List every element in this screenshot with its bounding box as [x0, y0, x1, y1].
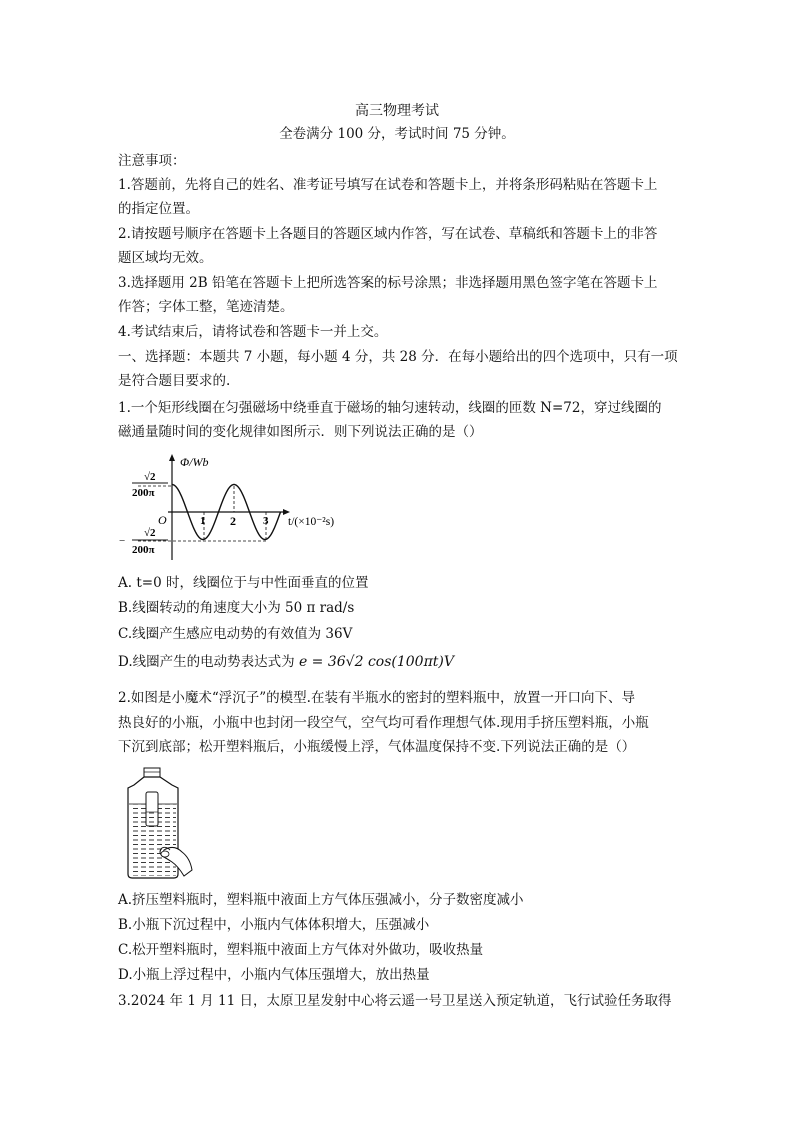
x-axis-arrow — [283, 509, 290, 515]
notice-line: 题区域均无效。 — [118, 250, 213, 266]
notice-line: 3.选择题用 2B 铅笔在答题卡上把所选答案的标号涂黑；非选择题用黑色签字笔在答题卡上 — [118, 275, 658, 291]
bottle-cap — [144, 768, 160, 777]
q1-option-d-prefix: D.线圈产生的电动势表达式为 — [118, 654, 299, 670]
notice-line: 4.考试结束后，请将试卷和答题卡一并上交。 — [118, 324, 388, 340]
q2-stem: 热良好的小瓶，小瓶中也封闭一段空气，空气均可看作理想气体.现用手挤压塑料瓶，小瓶 — [118, 715, 649, 731]
min-label-den: 200π — [132, 544, 155, 556]
flux-time-graph — [118, 452, 368, 562]
notice-line: 作答；字体工整，笔迹清楚。 — [118, 299, 294, 315]
y-axis-label: Φ/Wb — [180, 455, 209, 469]
notice-line: 1.答题前，先将自己的姓名、准考证号填写在试卷和答题卡上，并将条形码粘贴在答题卡上 — [118, 177, 658, 193]
q1-option-a: A. t=0 时，线圈位于与中性面垂直的位置 — [118, 575, 369, 591]
q2-option-d: D.小瓶上浮过程中，小瓶内气体压强增大，放出热量 — [118, 967, 430, 983]
origin-label: O — [158, 513, 167, 527]
max-label-num: √2 — [144, 471, 156, 483]
notice-line: 的指定位置。 — [118, 201, 199, 217]
q3-stem: 3.2024 年 1 月 11 日，太原卫星发射中心将云遥一号卫星送入预定轨道，飞行试验任务取得 — [118, 993, 672, 1009]
exam-title: 高三物理考试 — [355, 103, 439, 119]
q2-option-c: C.松开塑料瓶时，塑料瓶中液面上方气体对外做功，吸收热量 — [118, 942, 484, 958]
section-heading-cont: 是符合题目要求的. — [118, 373, 231, 389]
min-label-sign: − — [119, 535, 126, 547]
y-axis-arrow — [169, 454, 175, 461]
q2-stem: 2.如图是小魔术“浮沉子”的模型.在装有半瓶水的密封的塑料瓶中，放置一开口向下、导 — [118, 690, 635, 706]
q1-stem: 磁通量随时间的变化规律如图所示．则下列说法正确的是（） — [118, 424, 483, 440]
exam-subtitle: 全卷满分 100 分，考试时间 75 分钟。 — [279, 126, 515, 142]
notice-heading: 注意事项： — [118, 153, 186, 169]
tick-label-3: 3 — [263, 515, 269, 527]
q1-option-b: B.线圈转动的角速度大小为 50 π rad/s — [118, 600, 355, 616]
q1-stem: 1.一个矩形线圈在匀强磁场中绕垂直于磁场的轴匀速转动，线圈的匝数 N=72，穿过线圈的 — [118, 400, 662, 416]
min-label-num: √2 — [144, 527, 156, 539]
q2-option-b: B.小瓶下沉过程中，小瓶内气体体积增大，压强减小 — [118, 917, 430, 933]
section-heading: 一、选择题：本题共 7 小题，每小题 4 分，共 28 分．在每小题给出的四个选项中，只有一项 — [118, 349, 678, 365]
tick-label-1: 1 — [200, 515, 206, 527]
q1-option-c: C.线圈产生感应电动势的有效值为 36V — [118, 626, 353, 642]
max-label-den: 200π — [132, 487, 155, 499]
q1-option-d-formula: e = 36√2 cos(100πt)V — [298, 654, 454, 670]
q2-option-a: A.挤压塑料瓶时，塑料瓶中液面上方气体压强减小，分子数密度减小 — [118, 892, 524, 908]
x-axis-label: t/(×10⁻²s) — [288, 516, 335, 528]
notice-line: 2.请按题号顺序在答题卡上各题目的答题区域内作答，写在试卷、草稿纸和答题卡上的非答 — [118, 226, 658, 242]
q2-stem: 下沉到底部；松开塑料瓶后，小瓶缓慢上浮，气体温度保持不变.下列说法正确的是（） — [118, 739, 636, 755]
tick-label-2: 2 — [230, 514, 236, 528]
bottle-diagram — [124, 766, 199, 880]
q1-option-d — [118, 652, 678, 672]
